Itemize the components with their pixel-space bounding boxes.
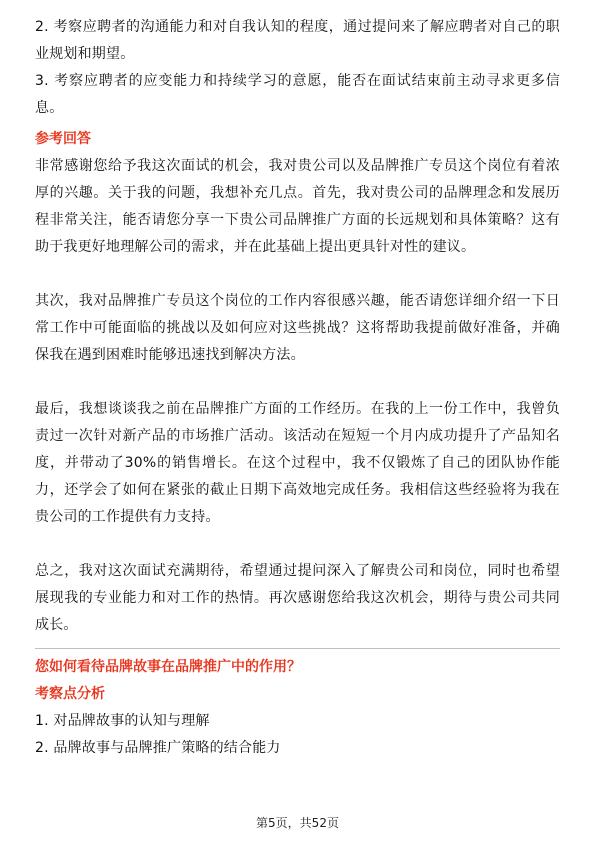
analysis-item-2: 2. 考察应聘者的沟通能力和对自我认知的程度，通过提问来了解应聘者对自己的职业规划和期望。 — [35, 19, 560, 62]
next-analysis-item-2: 2. 品牌故事与品牌推广策略的结合能力 — [35, 740, 281, 756]
page-footer: 第5页，共52页 — [256, 816, 339, 830]
next-analysis-heading: 考察点分析 — [35, 686, 105, 702]
answer-paragraph-2: 其次，我对品牌推广专员这个岗位的工作内容很感兴趣，能否请您详细介绍一下日常工作中可能面临的挑战以及如何应对这些挑战？这将帮助我提前做好准备，并确保我在遇到困难时能够迅速找到解决方法。 — [35, 293, 560, 363]
answer-paragraph-3: 最后，我想谈谈我之前在品牌推广方面的工作经历。在我的上一份工作中，我曾负责过一次针对新产品的市场推广活动。该活动在短短一个月内成功提升了产品知名度，并带动了30%的销售增长。在这个过程中，我不仅锻炼了自己的团队协作能力，还学会了如何在紧张的截止日期下高效地完成任务。我相信这些经验将为我在贵公司的工作提供有力支持。 — [35, 401, 560, 525]
analysis-item-3: 3. 考察应聘者的应变能力和持续学习的意愿，能否在面试结束前主动寻求更多信息。 — [35, 73, 560, 116]
paragraph-spacer — [35, 261, 560, 288]
paragraph-spacer — [35, 531, 560, 558]
document-page — [35, 14, 560, 762]
answer-heading: 参考回答 — [35, 131, 91, 147]
next-analysis-item-1: 1. 对品牌故事的认知与理解 — [35, 713, 210, 729]
paragraph-spacer — [35, 369, 560, 396]
section-divider — [35, 648, 560, 649]
answer-paragraph-1: 非常感谢您给予我这次面试的机会，我对贵公司以及品牌推广专员这个岗位有着浓厚的兴趣。关于我的问题，我想补充几点。首先，我对贵公司的品牌理念和发展历程非常关注，能否请您分享一下贵公司品牌推广方面的长远规划和具体策略？这有助于我更好地理解公司的需求，并在此基础上提出更具针对性的建议。 — [35, 158, 560, 255]
next-question-title: 您如何看待品牌故事在品牌推广中的作用？ — [35, 659, 301, 675]
answer-paragraph-4: 总之，我对这次面试充满期待，希望通过提问深入了解贵公司和岗位，同时也希望展现我的专业能力和对工作的热情。再次感谢您给我这次机会，期待与贵公司共同成长。 — [35, 563, 560, 633]
